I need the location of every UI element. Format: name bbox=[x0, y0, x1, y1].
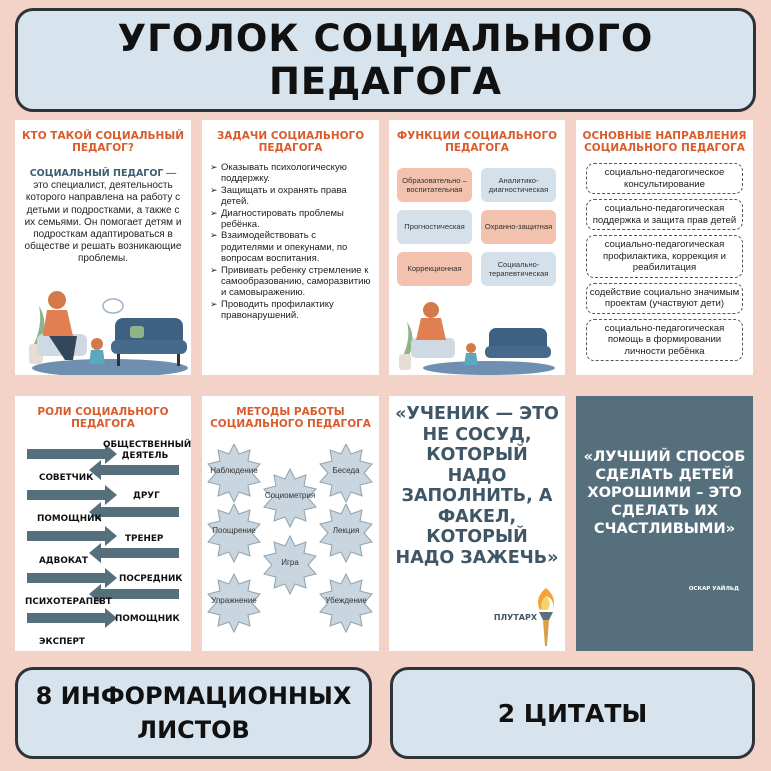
role-label: ПОМОЩНИК bbox=[115, 614, 180, 624]
quote-2-author: ОСКАР УАЙЛЬД bbox=[688, 586, 739, 592]
role-label: ДРУГ bbox=[133, 491, 160, 501]
function-box: Образовательно – воспитательная bbox=[397, 168, 472, 202]
illustration-mother-child bbox=[15, 278, 191, 375]
directions-list bbox=[586, 163, 743, 361]
function-box: Социально-терапевтическая bbox=[481, 252, 556, 286]
function-box: Коррекционная bbox=[397, 252, 472, 286]
quotes-badge bbox=[390, 667, 755, 759]
method-label: Социометрия bbox=[264, 491, 316, 500]
card-roles bbox=[15, 396, 191, 651]
title-banner bbox=[15, 8, 756, 112]
card-who-term: СОЦИАЛЬНЫЙ ПЕДАГОГ bbox=[29, 168, 164, 179]
list-item: ➢ Диагностировать проблемы ребёнка. bbox=[210, 208, 371, 231]
quote-2-text: «ЛУЧШИЙ СПОСОБ СДЕЛАТЬ ДЕТЕЙ ХОРОШИМИ – ЭТО СДЕЛАТЬ ИХ СЧАСТЛИВЫМИ» bbox=[583, 448, 746, 537]
list-item: ➢ Взаимодействовать с родителями и опекунами, по вопросам воспитания. bbox=[210, 230, 371, 264]
card-who bbox=[15, 120, 191, 375]
card-who-text: СОЦИАЛЬНЫЙ ПЕДАГОГ — это специалист, деятельность которого направлена на работу с детьми и подростками, а также с их семьями. Он помогает детям и подросткам адаптироваться в обществе и решать возникающие проблемы. bbox=[24, 168, 182, 265]
direction-item: социально-педагогическое консультирование bbox=[586, 163, 743, 194]
card-quote-1 bbox=[389, 396, 565, 651]
role-label: ПОСРЕДНИК bbox=[119, 574, 183, 584]
card-quote-2 bbox=[576, 396, 753, 651]
list-item: ➢ Оказывать психологическую поддержку. bbox=[210, 162, 371, 185]
quotes-label: 2 ЦИТАТЫ bbox=[497, 698, 648, 728]
list-item: ➢ Защищать и охранять права детей. bbox=[210, 185, 371, 208]
method-label: Лекция bbox=[332, 526, 360, 535]
role-label: ПОМОЩНИК bbox=[37, 514, 102, 524]
illustration-mother-child bbox=[389, 298, 565, 375]
quote-1-author: ПЛУТАРХ bbox=[493, 613, 537, 622]
list-item: ➢ Проводить профилактику правонарушений. bbox=[210, 299, 371, 322]
direction-item: социально-педагогическая поддержка и защита прав детей bbox=[586, 199, 743, 230]
role-label: ОБЩЕСТВЕННЫЙ ДЕЯТЕЛЬ bbox=[103, 440, 191, 461]
role-label: АДВОКАТ bbox=[39, 556, 88, 566]
card-directions-title: ОСНОВНЫЕ НАПРАВЛЕНИЯ СОЦИАЛЬНОГО ПЕДАГОГА bbox=[582, 130, 747, 154]
task-list bbox=[210, 162, 371, 322]
role-label: ПСИХОТЕРАПЕВТ bbox=[25, 597, 112, 607]
torch-icon bbox=[529, 586, 563, 648]
function-box: Охранно-защитная bbox=[481, 210, 556, 244]
direction-item: содействие социально значимым проектам (участвуют дети) bbox=[586, 283, 743, 314]
quote-1-text: «УЧЕНИК — ЭТО НЕ СОСУД, КОТОРЫЙ НАДО ЗАПОЛНИТЬ, А ФАКЕЛ, КОТОРЫЙ НАДО ЗАЖЕЧЬ» bbox=[395, 404, 559, 568]
card-tasks-title: ЗАДАЧИ СОЦИАЛЬНОГО ПЕДАГОГА bbox=[216, 130, 365, 154]
info-sheets-badge bbox=[15, 667, 372, 759]
role-label: ТРЕНЕР bbox=[125, 534, 164, 544]
card-methods bbox=[202, 396, 379, 651]
direction-item: социально-педагогическая помощь в формировании личности ребёнка bbox=[586, 319, 743, 362]
card-directions bbox=[576, 120, 753, 375]
method-label: Поощрение bbox=[212, 526, 256, 535]
direction-item: социально-педагогическая профилактика, коррекция и реабилитация bbox=[586, 235, 743, 278]
method-label: Беседа bbox=[332, 466, 360, 475]
function-box: Аналитико-диагностическая bbox=[481, 168, 556, 202]
card-functions bbox=[389, 120, 565, 375]
card-methods-title: МЕТОДЫ РАБОТЫ СОЦИАЛЬНОГО ПЕДАГОГА bbox=[210, 406, 371, 430]
role-label: ЭКСПЕРТ bbox=[39, 637, 85, 647]
card-who-title: КТО ТАКОЙ СОЦИАЛЬНЫЙ ПЕДАГОГ? bbox=[21, 130, 185, 154]
function-box: Прогностическая bbox=[397, 210, 472, 244]
method-label: Игра bbox=[281, 558, 299, 567]
card-roles-title: РОЛИ СОЦИАЛЬНОГО ПЕДАГОГА bbox=[37, 406, 169, 430]
method-label: Убеждение bbox=[325, 596, 367, 605]
method-label: Упражнение bbox=[211, 596, 257, 605]
info-sheets-label: 8 ИНФОРМАЦИОННЫХ ЛИСТОВ bbox=[35, 682, 352, 744]
role-label: СОВЕТЧИК bbox=[39, 473, 94, 483]
page-title: УГОЛОК СОЦИАЛЬНОГО ПЕДАГОГА bbox=[117, 17, 654, 103]
method-label: Наблюдение bbox=[210, 466, 258, 475]
list-item: ➢ Прививать ребенку стремление к самообразованию, саморазвитию и самовыражению. bbox=[210, 265, 371, 299]
card-functions-title: ФУНКЦИИ СОЦИАЛЬНОГО ПЕДАГОГА bbox=[396, 130, 558, 154]
card-tasks bbox=[202, 120, 379, 375]
